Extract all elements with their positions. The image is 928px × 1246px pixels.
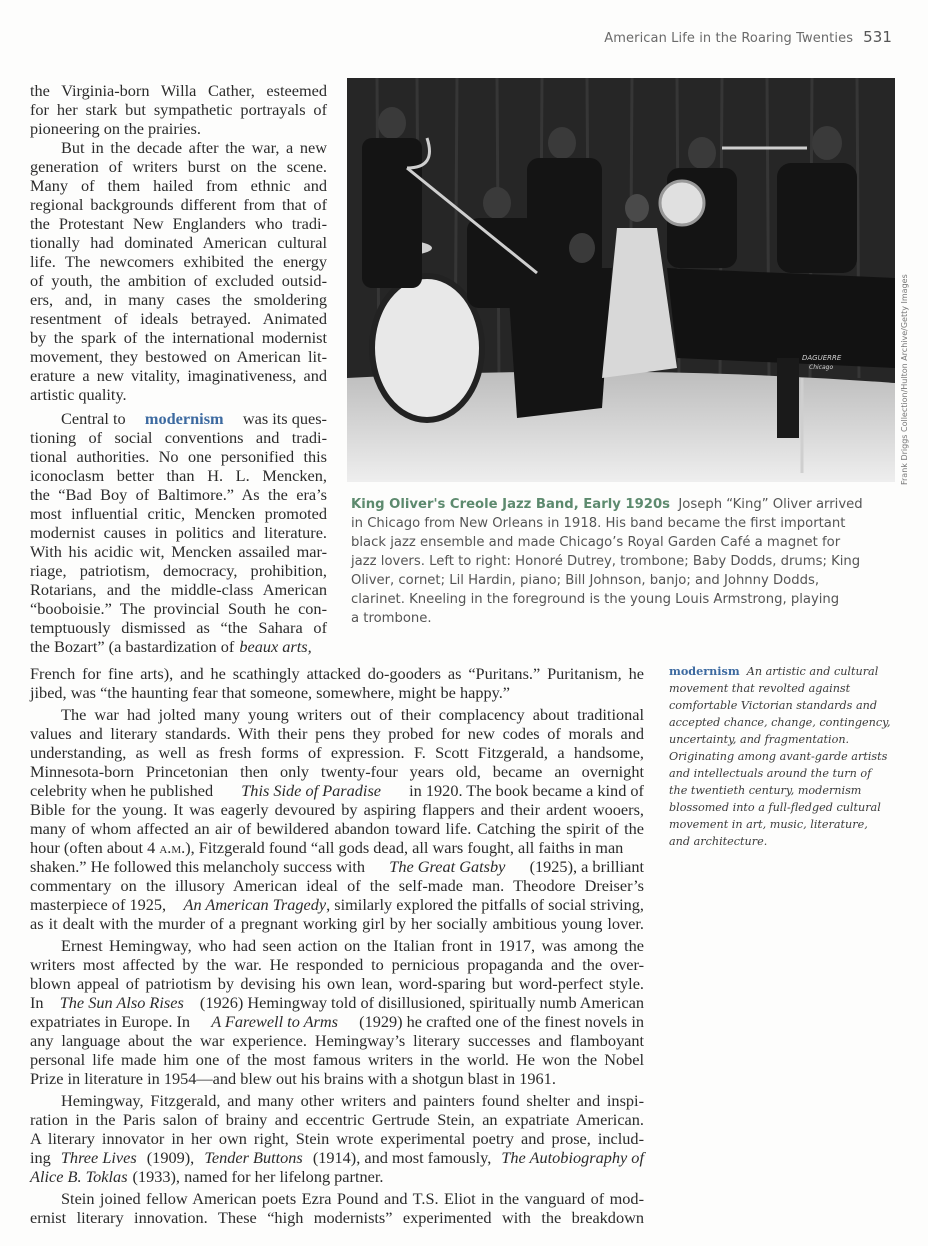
body-line: A literary innovator in her own right, Stein wrote experimental poetry and prose, includ-: [30, 1129, 644, 1148]
body-line: Rotarians, and the middle-class American: [30, 580, 327, 599]
body-line: riage, patriotism, democracy, prohibition,: [30, 561, 327, 580]
body-line: pioneering on the prairies.: [30, 119, 201, 138]
body-line: personal life made him one of the most famous writers in the world. He won the Nobel: [30, 1050, 644, 1069]
jazz-band-photo: [347, 78, 895, 482]
running-head-title: American Life in the Roaring Twenties: [604, 31, 854, 46]
body-line: Prize in literature in 1954—and blew out his brains with a shotgun blast in 1961.: [30, 1069, 556, 1088]
body-line: ration in the Paris salon of brainy and eccentric Gertrude Stein, an expatriate American.: [30, 1110, 644, 1129]
photo-illustration: [347, 78, 895, 482]
body-text: the Bozart” (a bastardization of: [30, 637, 235, 656]
glossary-line: blossomed into a full-fledged cultural: [669, 801, 881, 814]
caption-line: [351, 496, 863, 515]
body-line: commentary on the illusory American ideal of the self-made man. Theodore Dreiser’s: [30, 876, 644, 895]
glossary-line: movement in art, music, literature,: [669, 818, 868, 831]
body-line: [61, 409, 327, 428]
body-line: resentment of ideals betrayed. Animated: [30, 309, 327, 328]
body-line: many of whom affected an air of bewildered abandon toward life. Catching the spirit of the: [30, 819, 644, 838]
body-line: [30, 1167, 644, 1186]
glossary-text: An artistic and cultural: [746, 665, 879, 678]
body-line: With his acidic wit, Mencken assailed mar-: [30, 542, 327, 561]
body-line: generation of writers burst on the scene.: [30, 157, 327, 176]
book-title: A Farewell to Arms: [211, 1012, 338, 1031]
body-line: French for fine arts), and he scathingly attacked do-gooders as “Puritans.” Puritanism, he: [30, 664, 644, 683]
body-line: values and literary standards. With their pens they probed for new codes of morals and: [30, 724, 644, 743]
body-line: Many of them hailed from ethnic and: [30, 176, 327, 195]
glossary-line: comfortable Victorian standards and: [669, 699, 878, 712]
body-text: shaken.” He followed this melancholy success with: [30, 857, 366, 876]
body-line: ers, and, in many cases the smoldering: [30, 290, 327, 309]
body-text: In: [30, 993, 44, 1012]
body-line: Hemingway, Fitzgerald, and many other writers and painters found shelter and inspi-: [61, 1091, 644, 1110]
svg-text:Chicago: Chicago: [809, 364, 834, 371]
body-text: (1926) Hemingway told of disillusioned, spiritually numb American: [199, 993, 644, 1012]
body-line: understanding, as well as fresh forms of expression. F. Scott Fitzgerald, a handsome,: [30, 743, 644, 762]
body-line: Minnesota-born Princetonian then only twenty-four years old, became an overnight: [30, 762, 644, 781]
body-line: modernist causes in politics and literature.: [30, 523, 327, 542]
body-line: tionally had dominated American cultural: [30, 233, 327, 252]
caption-text: Joseph “King” Oliver arrived: [678, 497, 863, 512]
glossary-line: Originating among avant-garde artists: [669, 750, 888, 763]
book-title: Three Lives: [60, 1148, 137, 1167]
body-text: (1909),: [146, 1148, 195, 1167]
body-text: Central to: [61, 409, 126, 428]
caption-line: jazz lovers. Left to right: Honoré Dutrey, trombone; Baby Dodds, drums; King: [351, 554, 861, 569]
body-line: of youth, the ambition of excluded outsid-: [30, 271, 327, 290]
body-line: But in the decade after the war, a new: [61, 138, 327, 157]
page-number: 531: [863, 28, 892, 46]
book-title: Alice B. Toklas: [30, 1167, 128, 1186]
body-line: The war had jolted many young writers out of their complacency about traditional: [61, 705, 644, 724]
glossary-line: movement that revolted against: [669, 682, 851, 695]
body-line: most influential critic, Mencken promoted: [30, 504, 327, 523]
body-line: movement, they bestowed on American lit-: [30, 347, 327, 366]
glossary-term: modernism: [669, 664, 740, 678]
body-line: the “Bad Boy of Baltimore.” As the era’s: [30, 485, 327, 504]
glossary-line: uncertainty, and fragmentation.: [669, 733, 850, 746]
body-line: any language about the war experience. Hemingway’s literary successes and flamboyant: [30, 1031, 644, 1050]
body-line: iconoclasm better than H. L. Mencken,: [30, 466, 327, 485]
body-line: “booboisie.” The provincial South he con-: [30, 599, 327, 618]
book-title: An American Tragedy: [183, 895, 327, 914]
caption-line: clarinet. Kneeling in the foreground is the young Louis Armstrong, playing: [351, 592, 840, 607]
body-line: tional authorities. No one personified this: [30, 447, 327, 466]
body-line: tioning of social conventions and tradi-: [30, 428, 327, 447]
photo-credit: Frank Driggs Collection/Hulton Archive/Getty Images: [900, 274, 909, 485]
book-title: The Great Gatsby: [389, 857, 506, 876]
book-title: The Sun Also Rises: [59, 993, 184, 1012]
body-line: Stein joined fellow American poets Ezra Pound and T.S. Eliot in the vanguard of mod-: [61, 1189, 644, 1208]
body-text: (1914), and most famously,: [312, 1148, 492, 1167]
book-title: This Side of Paradise: [241, 781, 382, 800]
glossary-line: the twentieth century, modernism: [669, 784, 862, 797]
glossary-line: [669, 663, 878, 680]
body-line: artistic quality.: [30, 385, 127, 404]
body-line: Bible for the young. It was eagerly devoured by aspiring flappers and their ardent wooers,: [30, 800, 644, 819]
body-line: ernist literary innovation. These “high modernists” experimented with the breakdown: [30, 1208, 644, 1227]
glossary-line: and architecture.: [669, 835, 768, 848]
caption-line: Oliver, cornet; Lil Hardin, piano; Bill Johnson, banjo; and Johnny Dodds,: [351, 573, 820, 588]
key-term-modernism[interactable]: modernism: [144, 409, 224, 428]
body-text: , similarly explored the pitfalls of social striving,: [326, 895, 644, 914]
body-line: [30, 895, 644, 914]
body-line: [30, 857, 644, 876]
body-italic: beaux arts,: [239, 637, 312, 656]
body-line: [30, 781, 644, 800]
caption-line: in Chicago from New Orleans in 1918. His band became the first important: [351, 516, 846, 531]
body-line: Ernest Hemingway, who had seen action on the Italian front in 1917, was among the: [61, 936, 644, 955]
body-line: temptuously dismissed as “the Sahara of: [30, 618, 327, 637]
body-text: in 1920. The book became a kind of: [409, 781, 644, 800]
body-line: erature a new vitality, imaginativeness, and: [30, 366, 327, 385]
body-line: for her stark but sympathetic portrayals of: [30, 100, 327, 119]
body-line: regional backgrounds different from that of: [30, 195, 327, 214]
book-title: The Autobiography of: [501, 1148, 644, 1167]
running-head: [604, 28, 892, 46]
caption-title: King Oliver's Creole Jazz Band, Early 1920s: [351, 497, 670, 512]
glossary-line: and intellectuals around the turn of: [669, 767, 872, 780]
body-line: the Virginia-born Willa Cather, esteemed: [30, 81, 327, 100]
body-text: masterpiece of 1925,: [30, 895, 167, 914]
body-text: (1933), named for her lifelong partner.: [132, 1167, 384, 1186]
body-text: was its ques-: [242, 409, 327, 428]
body-line: [30, 1012, 644, 1031]
body-text: celebrity when he published: [30, 781, 214, 800]
body-line: [30, 1148, 644, 1167]
body-text: hour (often about 4 a.m.), Fitzgerald found “all gods dead, all wars fought, all faiths in man: [30, 838, 624, 857]
body-line: writers most affected by the war. He responded to pernicious propaganda and the over-: [30, 955, 644, 974]
body-text: (1925), a brilliant: [529, 857, 644, 876]
body-line: [30, 993, 644, 1012]
body-line: life. The newcomers exhibited the energy: [30, 252, 327, 271]
body-line: blown appeal of patriotism by devising his own lean, word-sparing but word-perfect style.: [30, 974, 644, 993]
body-text: ing: [30, 1148, 51, 1167]
body-line: the Protestant New Englanders who tradi-: [30, 214, 327, 233]
studio-mark: DAGUERRE: [802, 354, 842, 362]
book-title: Tender Buttons: [204, 1148, 303, 1167]
body-line: as it dealt with the murder of a pregnant working girl by her socially ambitious young lover.: [30, 914, 644, 933]
body-line: jibed, was “the haunting fear that someone, somewhere, might be happy.”: [30, 683, 510, 702]
caption-line: a trombone.: [351, 611, 432, 626]
body-line: by the spark of the international modernist: [30, 328, 327, 347]
body-text: (1929) he crafted one of the finest novels in: [359, 1012, 644, 1031]
body-line: [30, 838, 644, 857]
glossary-line: accepted chance, change, contingency,: [669, 716, 891, 729]
body-line: [30, 637, 327, 656]
body-text: expatriates in Europe. In: [30, 1012, 191, 1031]
caption-line: black jazz ensemble and made Chicago’s Royal Garden Café a magnet for: [351, 535, 841, 550]
